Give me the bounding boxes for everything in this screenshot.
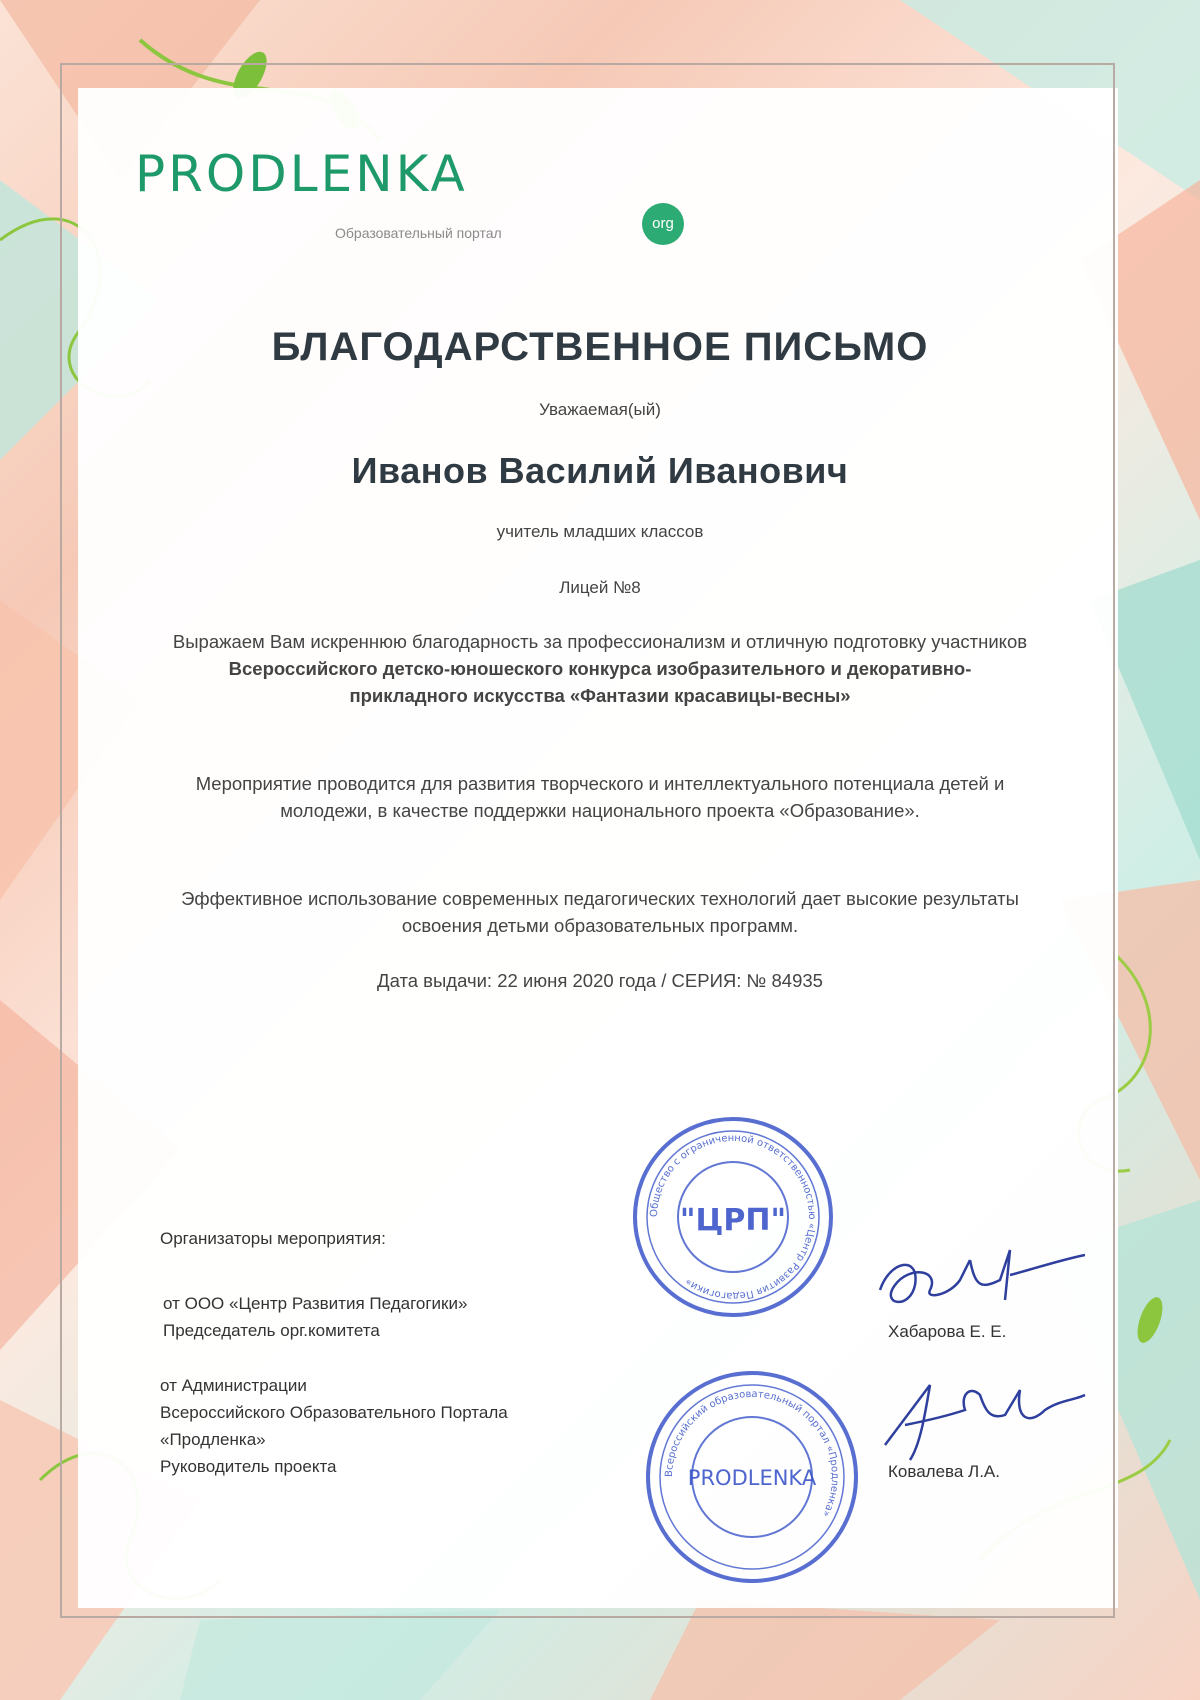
stamp2-center-text: PRODLENKA bbox=[687, 1466, 817, 1490]
org1-line1: от ООО «Центр Развития Педагогики» bbox=[163, 1294, 468, 1313]
prodlenka-stamp bbox=[640, 1365, 865, 1590]
recipient-organization: Лицей №8 bbox=[559, 578, 641, 597]
organizers-heading: Организаторы мероприятия: bbox=[160, 1229, 386, 1248]
stamp1-center-text: "ЦРП" bbox=[679, 1203, 787, 1238]
org2-line1: от Администрации bbox=[160, 1376, 307, 1395]
logo-org-badge: org bbox=[642, 203, 684, 245]
org1-signer: Хабарова Е. Е. bbox=[888, 1322, 1007, 1341]
crp-stamp bbox=[628, 1112, 838, 1322]
org1-line2: Председатель орг.комитета bbox=[163, 1321, 380, 1340]
letter-title: БЛАГОДАРСТВЕННОЕ ПИСЬМО bbox=[271, 325, 929, 369]
event-paragraph: Мероприятие проводится для развития творческого и интеллектуального потенциала детей и молодежи, в качестве поддержки национального проекта «Образование». bbox=[195, 773, 1005, 821]
gratitude-text: Выражаем Вам искреннюю благодарность за профессионализм и отличную подготовку участников bbox=[172, 631, 1028, 652]
org2-line2: Всероссийского Образовательного Портала bbox=[160, 1403, 508, 1422]
org2-line4: Руководитель проекта bbox=[160, 1457, 337, 1476]
org2-block bbox=[160, 1372, 508, 1480]
issue-date-series: Дата выдачи: 22 июня 2020 года / СЕРИЯ: № 84935 bbox=[377, 970, 823, 991]
stamp2-ring-text: Всероссийский образовательный портал «Продленка» bbox=[663, 1388, 841, 1519]
contest-name: Всероссийского детско-юношеского конкурса изобразительного и декоративно-прикладного искусства «Фантазии красавицы-весны» bbox=[228, 658, 972, 706]
results-paragraph: Эффективное использование современных педагогических технологий дает высокие результаты освоения детьми образовательных программ. bbox=[181, 888, 1019, 936]
gratitude-paragraph bbox=[140, 628, 1060, 709]
logo-brand: PRODLENKA bbox=[135, 145, 468, 203]
org2-signer: Ковалева Л.А. bbox=[888, 1462, 1000, 1481]
signature-1 bbox=[860, 1230, 1090, 1330]
stamp1-ring-text: Общество с ограниченной ответственностью «Центр Развития Педагогики» bbox=[648, 1132, 818, 1302]
signature-2 bbox=[870, 1365, 1090, 1475]
org2-line3: «Продленка» bbox=[160, 1430, 266, 1449]
logo-subtitle: Образовательный портал bbox=[335, 225, 502, 241]
salutation: Уважаемая(ый) bbox=[539, 400, 661, 419]
recipient-position: учитель младших классов bbox=[496, 522, 704, 541]
org1-block bbox=[163, 1290, 467, 1344]
recipient-name: Иванов Василий Иванович bbox=[351, 450, 849, 491]
